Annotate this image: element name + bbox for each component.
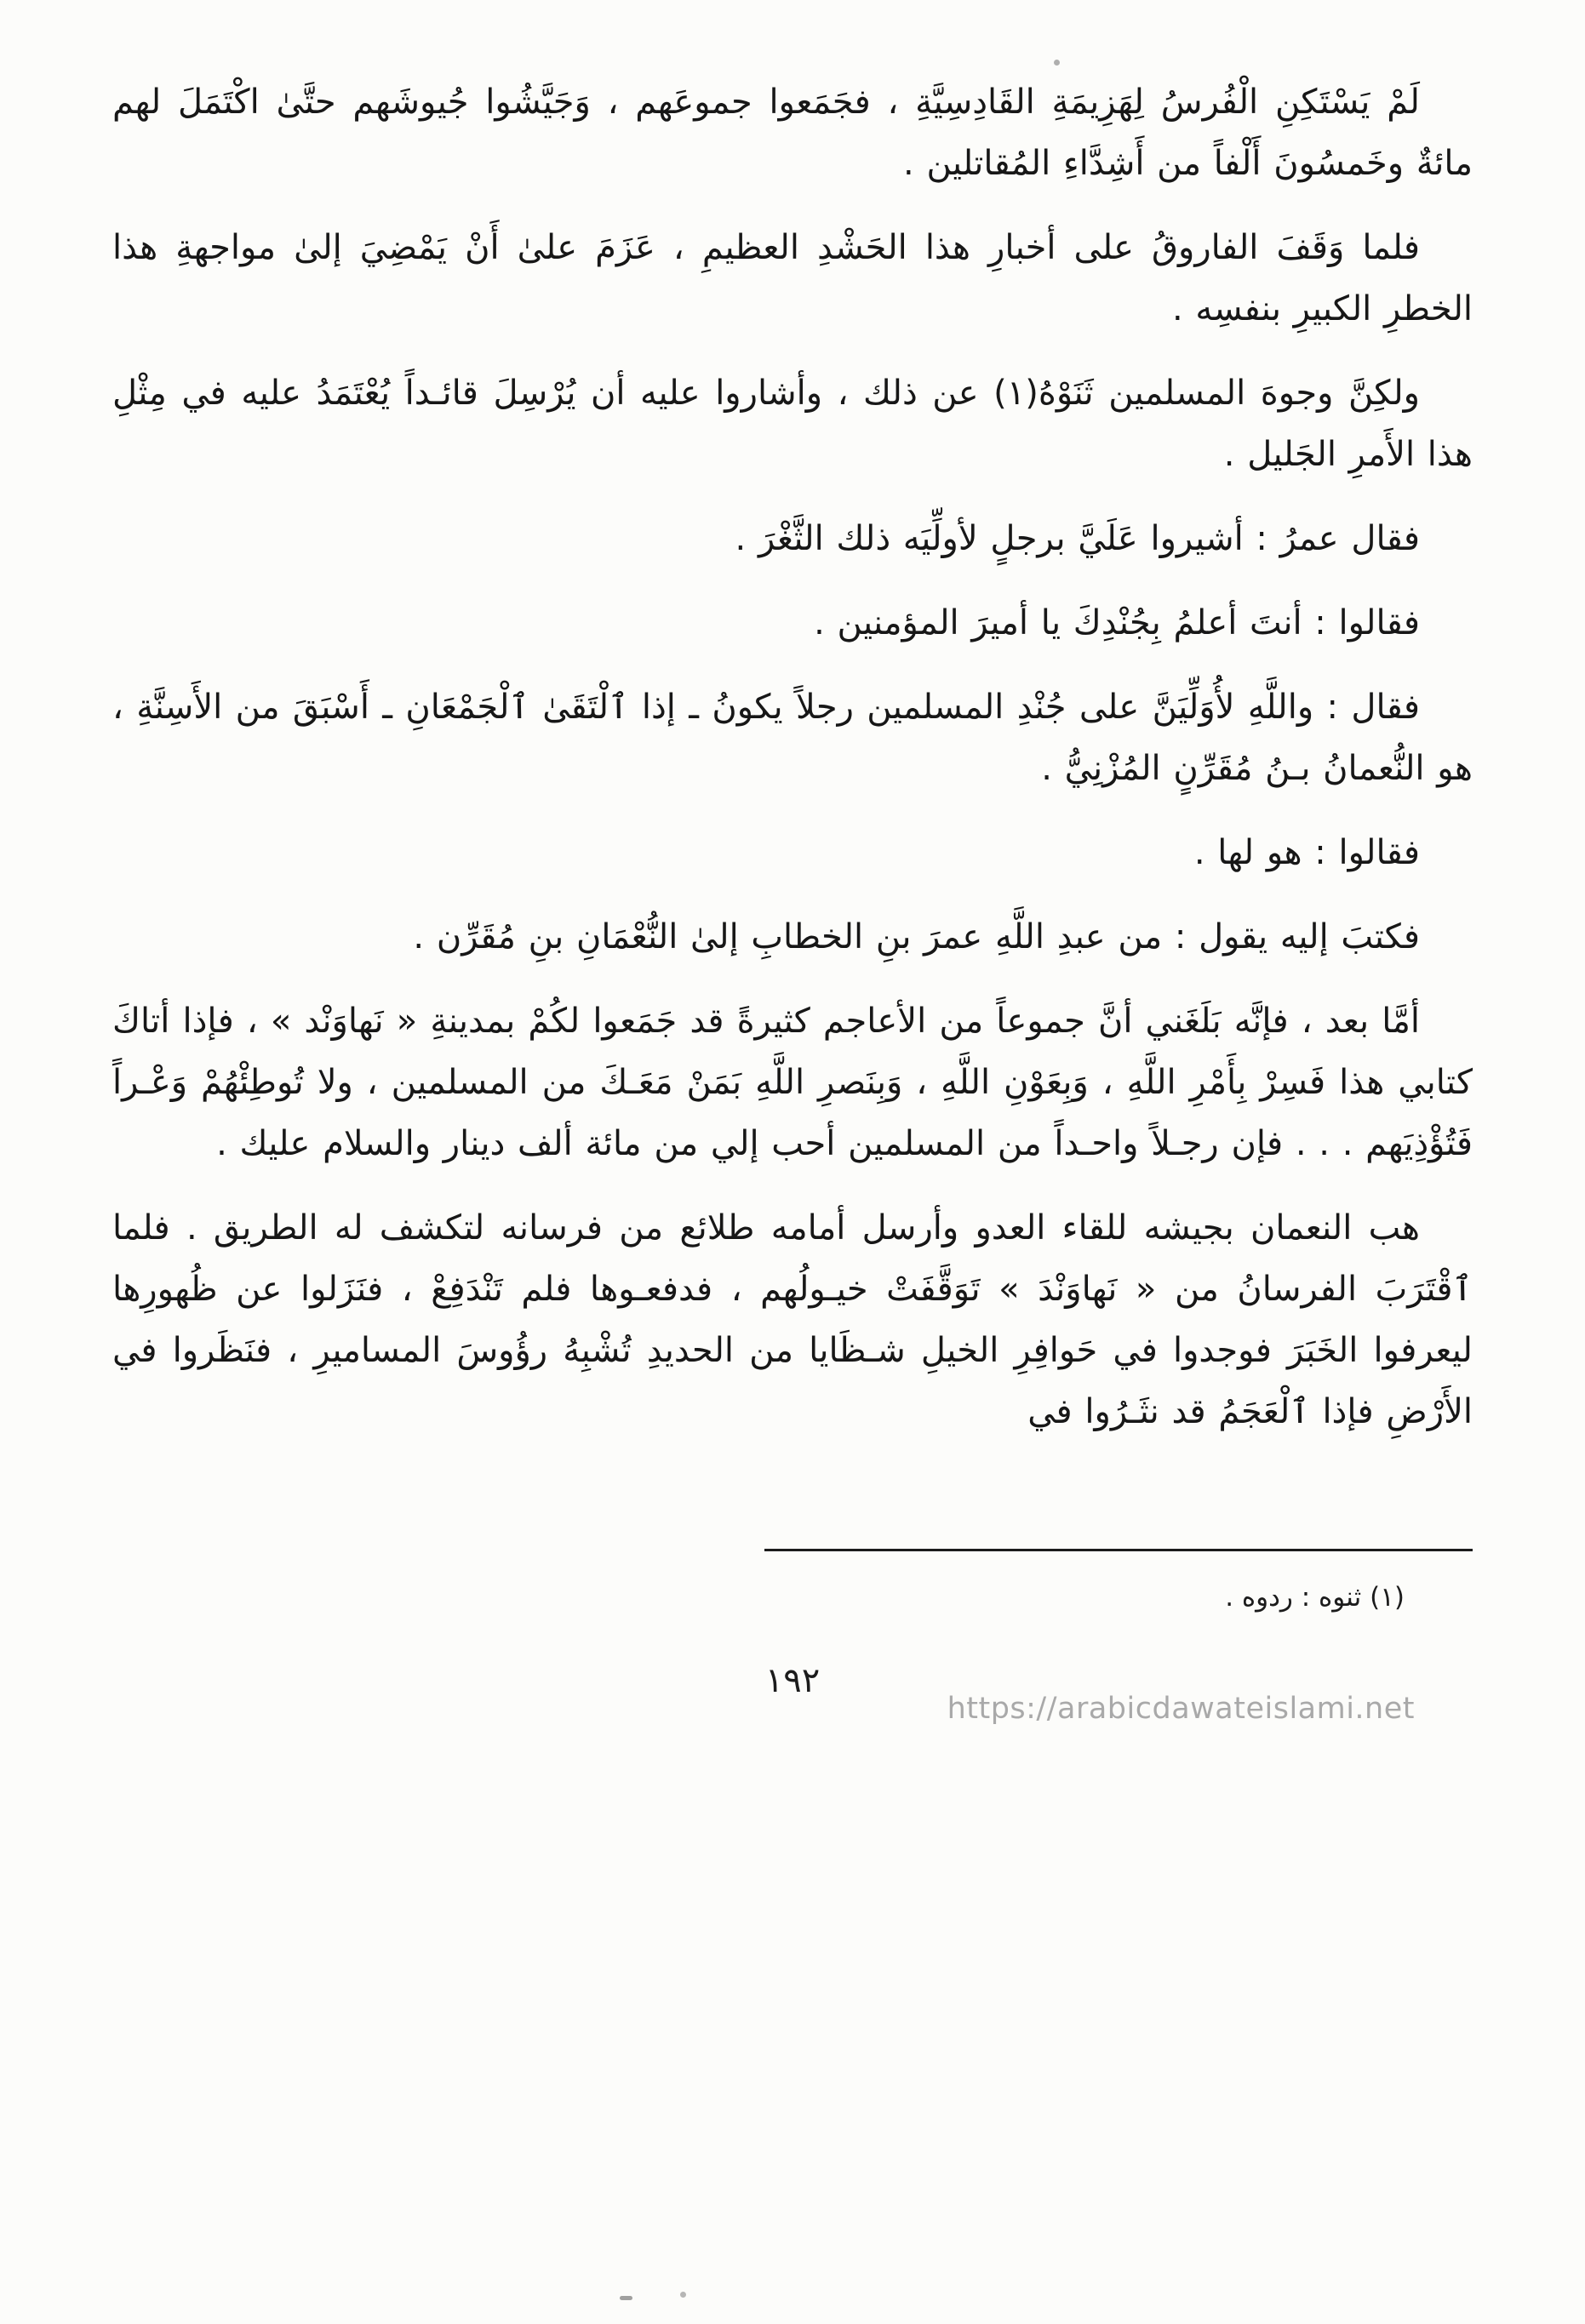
paragraph: فقالوا : أنتَ أعلمُ بِجُنْدِكَ يا أميرَ المؤمنين .: [814, 603, 1420, 642]
paragraph: هب النعمان بجيشه للقاء العدو وأرسل أمامه طلائع من فرسانه لتكشف له الطريق . فلما ٱقْتَرَبَ الفرسانُ من « نَهاوَنْدَ » تَوَقَّفَتْ خيـولُهم ، فدفعـوها فلم تَنْدَفِعْ ، فنَزَلوا عن ظُهورِها ليعرفوا الخَبَرَ فوجدوا في حَوافِرِ الخيلِ شـظَايا من الحديدِ تُشْبِهُ رؤُوسَ المساميرِ ، فنَظَروا في الأَرْضِ فإذا ٱلْعَجَمُ قد نثَـرُوا في: [112, 1208, 1473, 1431]
paragraph: فكتبَ إليه يقول : من عبدِ اللَّهِ عمرَ بنِ الخطابِ إلىٰ النُّعْمَانِ بنِ مُقَرِّن .: [413, 917, 1420, 956]
paragraph: فقالوا : هو لها .: [1193, 833, 1420, 872]
paragraph: لَمْ يَسْتَكِنِ الْفُرسُ لِهَزِيمَةِ القَادِسِيَّةِ ، فجَمَعوا جموعَهم ، وَجَيَّشُوا جُيوشَهم حتَّىٰ اكْتَمَلَ لهم مائةٌ وخَمسُونَ أَلْفاً من أَشِدَّاءِ المُقاتلين .: [112, 83, 1473, 183]
paragraph: ولكِنَّ وجوهَ المسلمين ثَنَوْهُ(١) عن ذلك ، وأشاروا عليه أن يُرْسِلَ قائـداً يُعْتَمَدُ عليه في مِثْلِ هذا الأَمرِ الجَليل .: [112, 374, 1473, 474]
watermark-url: https://arabicdawateislami.net: [947, 1692, 1415, 1726]
footnote-divider: [764, 1549, 1473, 1551]
scan-artifact: [680, 2292, 686, 2298]
scan-artifact: [620, 2296, 632, 2300]
scan-artifact: [1054, 60, 1060, 66]
page-number: ١٩٢: [764, 1661, 821, 1700]
body-text: [112, 71, 1473, 1442]
paragraph: فقال : واللَّهِ لأُوَلِّيَنَّ على جُنْدِ المسلمين رجلاً يكونُ ـ إذا ٱلْتَقَىٰ ٱلْجَمْعَانِ ـ أَسْبَقَ من الأَسِنَّةِ ، هو النُّعمانُ بـنُ مُقَرِّنٍ المُزْنِيُّ .: [112, 688, 1473, 788]
paragraph: أمَّا بعد ، فإنَّه بَلَغَني أنَّ جموعاً من الأعاجم كثيرةً قد جَمَعوا لكُمْ بمدينةِ « نَهاوَنْد » ، فإذا أتاكَ كتابي هذا فَسِرْ بِأَمْرِ اللَّهِ ، وَبِعَوْنِ اللَّهِ ، وَبِنَصرِ اللَّهِ بَمَنْ مَعَـكَ من المسلمين ، ولا تُوطِئْهُمْ وَعْـراً فَتُؤْذِيَهم . . . فإن رجـلاً واحـداً من المسلمين أحب إلي من مائة ألف دينار والسلام عليك .: [112, 1002, 1473, 1163]
paragraph: فقال عمرُ : أشيروا عَلَيَّ برجلٍ لأولِّيَه ذلك الثَّغْرَ .: [735, 519, 1420, 558]
footnote: (١) ثنوه : ردوه .: [1225, 1582, 1405, 1613]
paragraph: فلما وَقَفَ الفاروقُ على أخبارِ هذا الحَشْدِ العظيمِ ، عَزَمَ علىٰ أَنْ يَمْضِيَ إلىٰ مواجهةِ هذا الخطرِ الكبيرِ بنفسِه .: [112, 228, 1473, 328]
